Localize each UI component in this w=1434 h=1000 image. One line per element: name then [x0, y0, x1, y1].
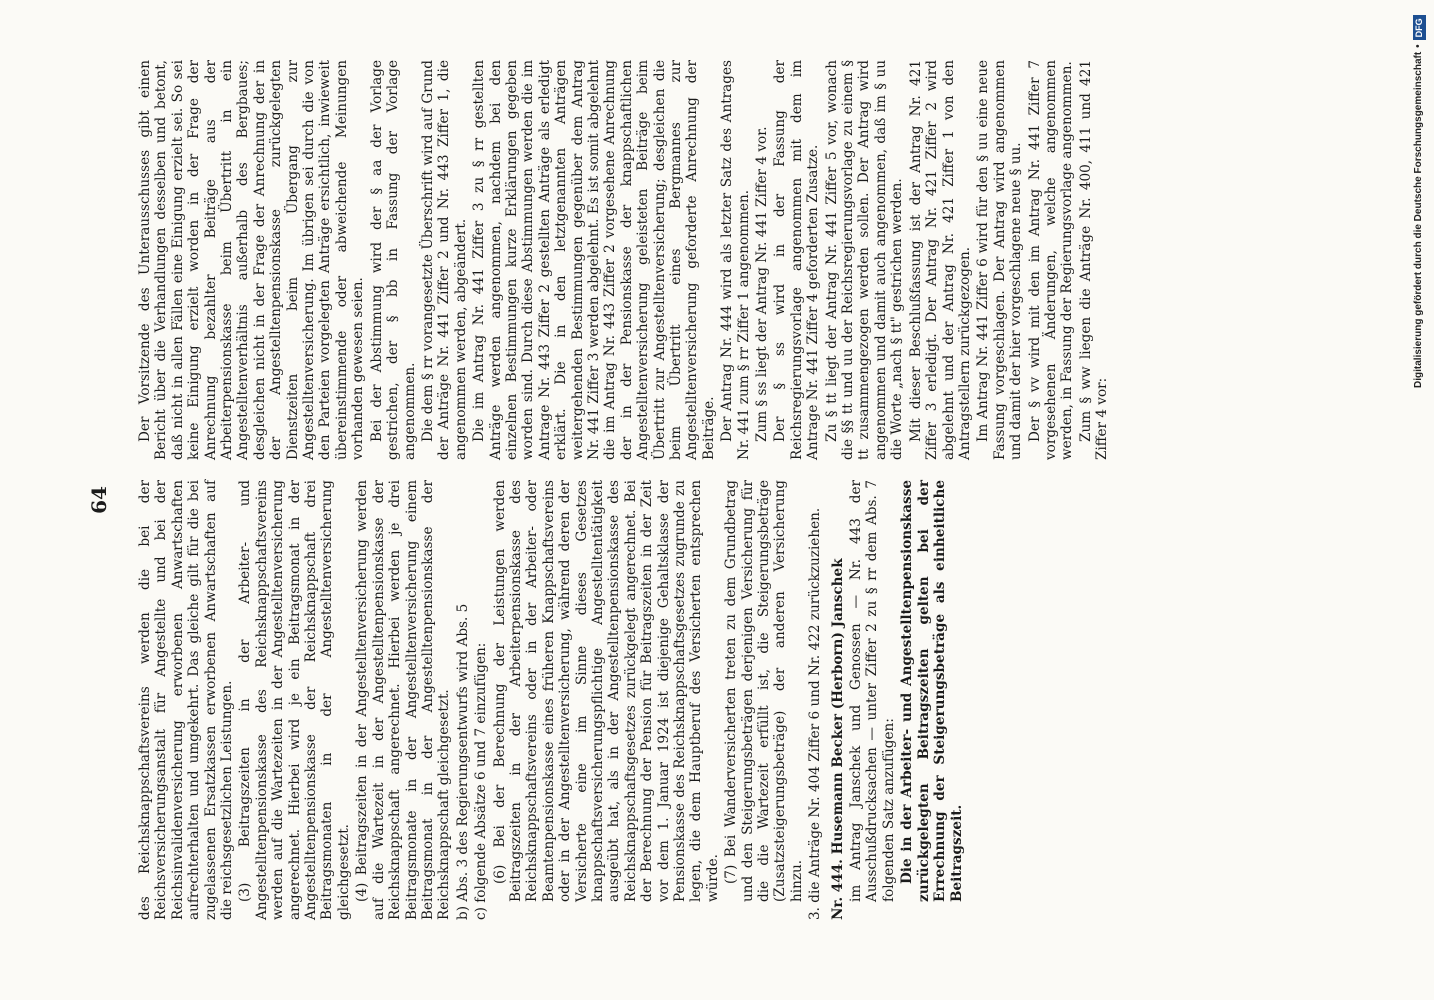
paragraph: Mit dieser Beschlußfassung ist der Antrag Nr. 421 Ziffer 3 erledigt. Der Antrag Nr. 421 Ziffer 2 wird abgelehnt und der Antrag Nr. 421 Ziffer 1 von den Antragstellern zurückgezogen.: [907, 60, 973, 460]
left-column: [137, 480, 967, 920]
paragraph: Die im Antrag Nr. 441 Ziffer 3 zu § rr gestellten Anträge werden angenommen, nachdem bei den einzelnen Bestimmungen kurze Erklärungen gegeben worden sind. Durch diese Abstimmungen werden die im Antrage Nr. 443 Ziffer 2 gestellten Anträge als erledigt erklärt. Die in den letztgenannten Anträgen weitergehenden Bestimmungen gegenüber dem Antrag Nr. 441 Ziffer 3 werden abgelehnt. Es ist somit abgelehnt die im Antrag Nr. 443 Ziffer 2 vorgesehene Anrechnung der in der Pensionskasse der knappschaftlichen Angestelltenversicherung geleisteten Beiträge beim Übertritt zur Angestelltenversicherung; desgleichen die beim Übertritt eines Bergmannes zur Angestelltenversicherung geforderte Anrechnung der Beiträge.: [471, 60, 717, 460]
paragraph: (3) Beitragszeiten in der Arbeiter- und Angestelltenpensionskasse des Reichsknappschaftsvereins werden auf die Wartezeiten in der Angestelltenversicherung angerechnet. Hierbei wird je ein Beitragsmonat in der Angestelltenpensionskasse der Reichsknappschaft drei Beitragsmonaten in der Angestelltenversicherung gleichgesetzt.: [237, 480, 352, 920]
page-number: 64: [87, 486, 111, 514]
paragraph: (6) Bei der Berechnung der Leistungen werden Beitragszeiten in der Arbeiterpensionskasse des Reichsknappschaftsvereins oder in der Arbeiter- oder Beamtenpensionskasse eines früheren Knappschaftsvereins oder in der Angestelltenversicherung, während deren der Versicherte eine im Sinne dieses Gesetzes knappschaftsversicherungspflichtige Angestelltentätigkeit ausgeübt hat, als in der Angestelltenpensionskasse des Reichsknappschaftsgesetzes zurückgelegt angerechnet. Bei der Berechnung der Pension für Beitragszeiten in der Zeit vor dem 1. Januar 1924 ist diejenige Gehaltsklasse der Pensionskasse des Reichsknappschaftsgesetzes zugrunde zu legen, die dem Hauptberuf des Versicherten entsprechen würde.: [491, 480, 721, 902]
paragraph: Die in der Arbeiter- und Angestelltenpensionskasse zurückgelegten Beitragszeiten gelten bei der Errechnung der Steigerungsbeträge als einheitliche Beitragszeit.: [899, 480, 965, 902]
paragraph: Die dem § rr vorangesetzte Überschrift wird auf Grund der Anträge Nr. 441 Ziffer 2 und Nr. 443 Ziffer 1, die angenommen werden, abgeändert.: [419, 60, 469, 460]
paragraph: Bei der Abstimmung wird der § aa der Vorlage gestrichen, der § bb in Fassung der Vorlage angenommen.: [368, 60, 418, 460]
paragraph: (7) Bei Wanderversicherten treten zu dem Grundbetrag und den Steigerungsbeträgen derjenigen Versicherung für die die Wartezeit erfüllt ist, die Steigerungsbeträge (Zusatzsteigerungsbeträge) der anderen Versicherung hinzu.: [723, 480, 805, 902]
paragraph: im Antrag Janschek und Genossen — Nr. 443 der Ausschußdrucksachen — unter Ziffer 2 zu § rr dem Abs. 7 folgenden Satz anzufügen:: [848, 480, 897, 902]
right-column: [137, 60, 1113, 460]
credit-text: Digitalisierung gefördert durch die Deutsche Forschungsgemeinschaft: [1413, 51, 1424, 388]
list-item: b) Abs. 3 des Regierungsentwurfs wird Abs. 5: [454, 603, 471, 920]
rotated-page-content: [57, 60, 1377, 940]
dfg-logo: DFG: [1413, 15, 1426, 40]
paragraph: Zu § tt liegt der Antrag Nr. 441 Ziffer 5 vor, wonach die §§ tt und uu der Reichsregierungsvorlage zu einem § tt zusammengezogen werden sollen. Der Antrag wird angenommen und damit auch angenommen, daß im § uu die Worte „nach § tt" gestrichen werden.: [823, 60, 906, 460]
paragraph: (4) Beitragszeiten in der Angestelltenversicherung werden auf die Wartezeit in der Angestelltenpensionskasse der Reichsknappschaft angerechnet. Hierbei werden je drei Beitragsmonate in der Angestelltenversicherung einem Beitragsmonat in der Angestelltenpensionskasse der Reichsknappschaft gleichgesetzt.: [354, 480, 453, 920]
paragraph: Zum § ss liegt der Antrag Nr. 441 Ziffer 4 vor.: [754, 126, 771, 442]
paragraph: Der § vv wird mit den im Antrag Nr. 441 Ziffer 7 vorgesehenen Änderungen, welche angenommen werden, in Fassung der Regierungsvorlage angenommen.: [1026, 60, 1076, 460]
paragraph: Der Vorsitzende des Unterausschusses gibt einen Bericht über die Verhandlungen desselben und betont, daß nicht in allen Fällen eine Einigung erzielt sei. So sei keine Einigung erzielt worden in der Frage der Anrechnung bezahlter Beiträge aus der Arbeiterpensionskasse beim Übertritt in ein Angestelltenverhältnis außerhalb des Bergbaues; desgleichen nicht in der Frage der Anrechnung der in der Angestelltenpensionskasse zurückgelegten Dienstzeiten beim Übergang zur Angestelltenversicherung. Im übrigen sei durch die von den Parteien vorgelegten Anträge ersichtlich, inwieweit übereinstimmende oder abweichende Meinungen vorhanden gewesen seien.: [137, 60, 367, 460]
list-item: 3. die Anträge Nr. 404 Ziffer 6 und Nr. 422 zurückzuziehen.: [807, 507, 824, 920]
paragraph: Im Antrag Nr. 441 Ziffer 6 wird für den § uu eine neue Fassung vorgeschlagen. Der Antrag wird angenommen und damit der hier vorgeschlagene neue § uu.: [975, 60, 1025, 460]
paragraph: des Reichsknappschaftsvereins werden die bei der Reichsversicherungsanstalt für Angestellte und bei der Reichsinvalidenversicherung erworbenen Anwartschaften aufrechterhalten und umgekehrt. Das gleiche gilt für die bei zugelassenen Ersatzkassen erworbenen Anwartschaften auf die reichsgesetzlichen Leistungen.: [137, 480, 236, 920]
paragraph: Der Antrag Nr. 444 wird als letzter Satz des Antrages Nr. 441 zum § rr Ziffer 1 angenommen.: [719, 60, 752, 460]
list-item: c) folgende Absätze 6 und 7 einzufügen:: [473, 642, 490, 920]
paragraph: Der § ss wird in der Fassung der Reichsregierungsvorlage angenommen mit dem im Antrage Nr. 441 Ziffer 4 geforderten Zusatze.: [772, 60, 822, 460]
paragraph: Zum § ww liegen die Anträge Nr. 400, 411 und 421 Ziffer 4 vor:: [1077, 60, 1111, 460]
digitization-credit: Digitalisierung gefördert durch die Deutsche Forschungsgemeinschaft • DFG: [1412, 8, 1426, 388]
motion-heading: Nr. 444. Husemann Becker (Herborn) Janschek: [829, 558, 846, 920]
